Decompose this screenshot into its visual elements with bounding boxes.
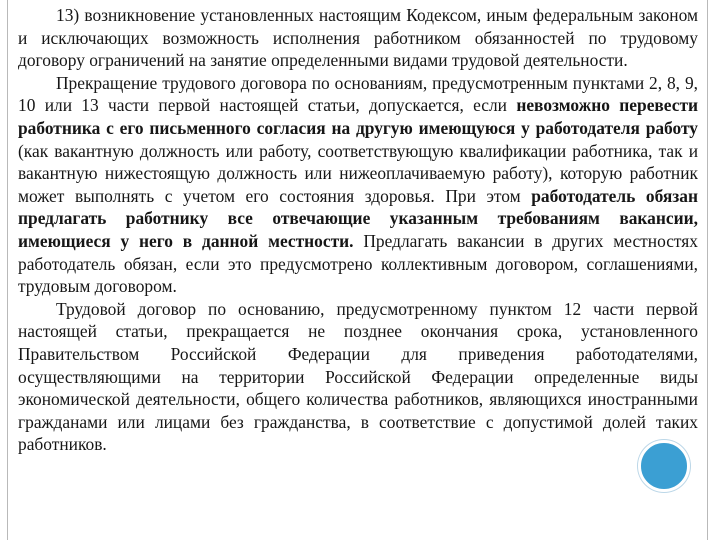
text-run: Предлагать вакансии в других местностях работодатель обязан, если это предусмотрено коллективным договором, соглашениями, трудовым договором.	[18, 230, 698, 297]
paragraph-1	[18, 4, 698, 72]
text-run: 13) возникновение установленных настоящим Кодексом, иным федеральным законом и исключающих возможность исполнения работником обязанностей по трудовому договору ограничений на занятие определенными видами трудовой деятельности.	[18, 5, 698, 71]
right-border-line	[707, 0, 708, 540]
bold-text-run: невозможно перевести работника с его письменного согласия на другую имеющуюся у работодателя работу	[18, 95, 699, 138]
text-run: Трудовой договор по основанию, предусмотренному пунктом 12 части первой настоящей статьи, прекращается не позднее окончания срока, установленного Правительством Российской Федерации для приведения работодателями, осуществляющими на территории Российской Федерации определенные виды экономической деятельности, общего количества работников, являющихся иностранными гражданами или лицами без гражданства, в соответствие с допустимой долей таких работников.	[18, 298, 698, 455]
paragraph-2	[18, 72, 698, 298]
text-run: (как вакантную должность или работу, соответствующую квалификации работника, так и вакантную нижестоящую должность или нижеоплачиваемую работу), которую работник может выполнять с учетом его состояния здоровья. При этом	[18, 140, 698, 206]
paragraph-3	[18, 298, 698, 456]
bold-text-run: работодатель обязан предлагать работнику все отвечающие указанным требованиям вакансии, имеющиеся у него в данной местности.	[18, 185, 698, 251]
text-run: Прекращение трудового договора по основаниям, предусмотренным пунктами 2, 8, 9, 10 или 13 части первой настоящей статьи, допускается, если	[18, 72, 698, 116]
left-border-line	[7, 0, 8, 540]
document-text	[18, 4, 698, 456]
